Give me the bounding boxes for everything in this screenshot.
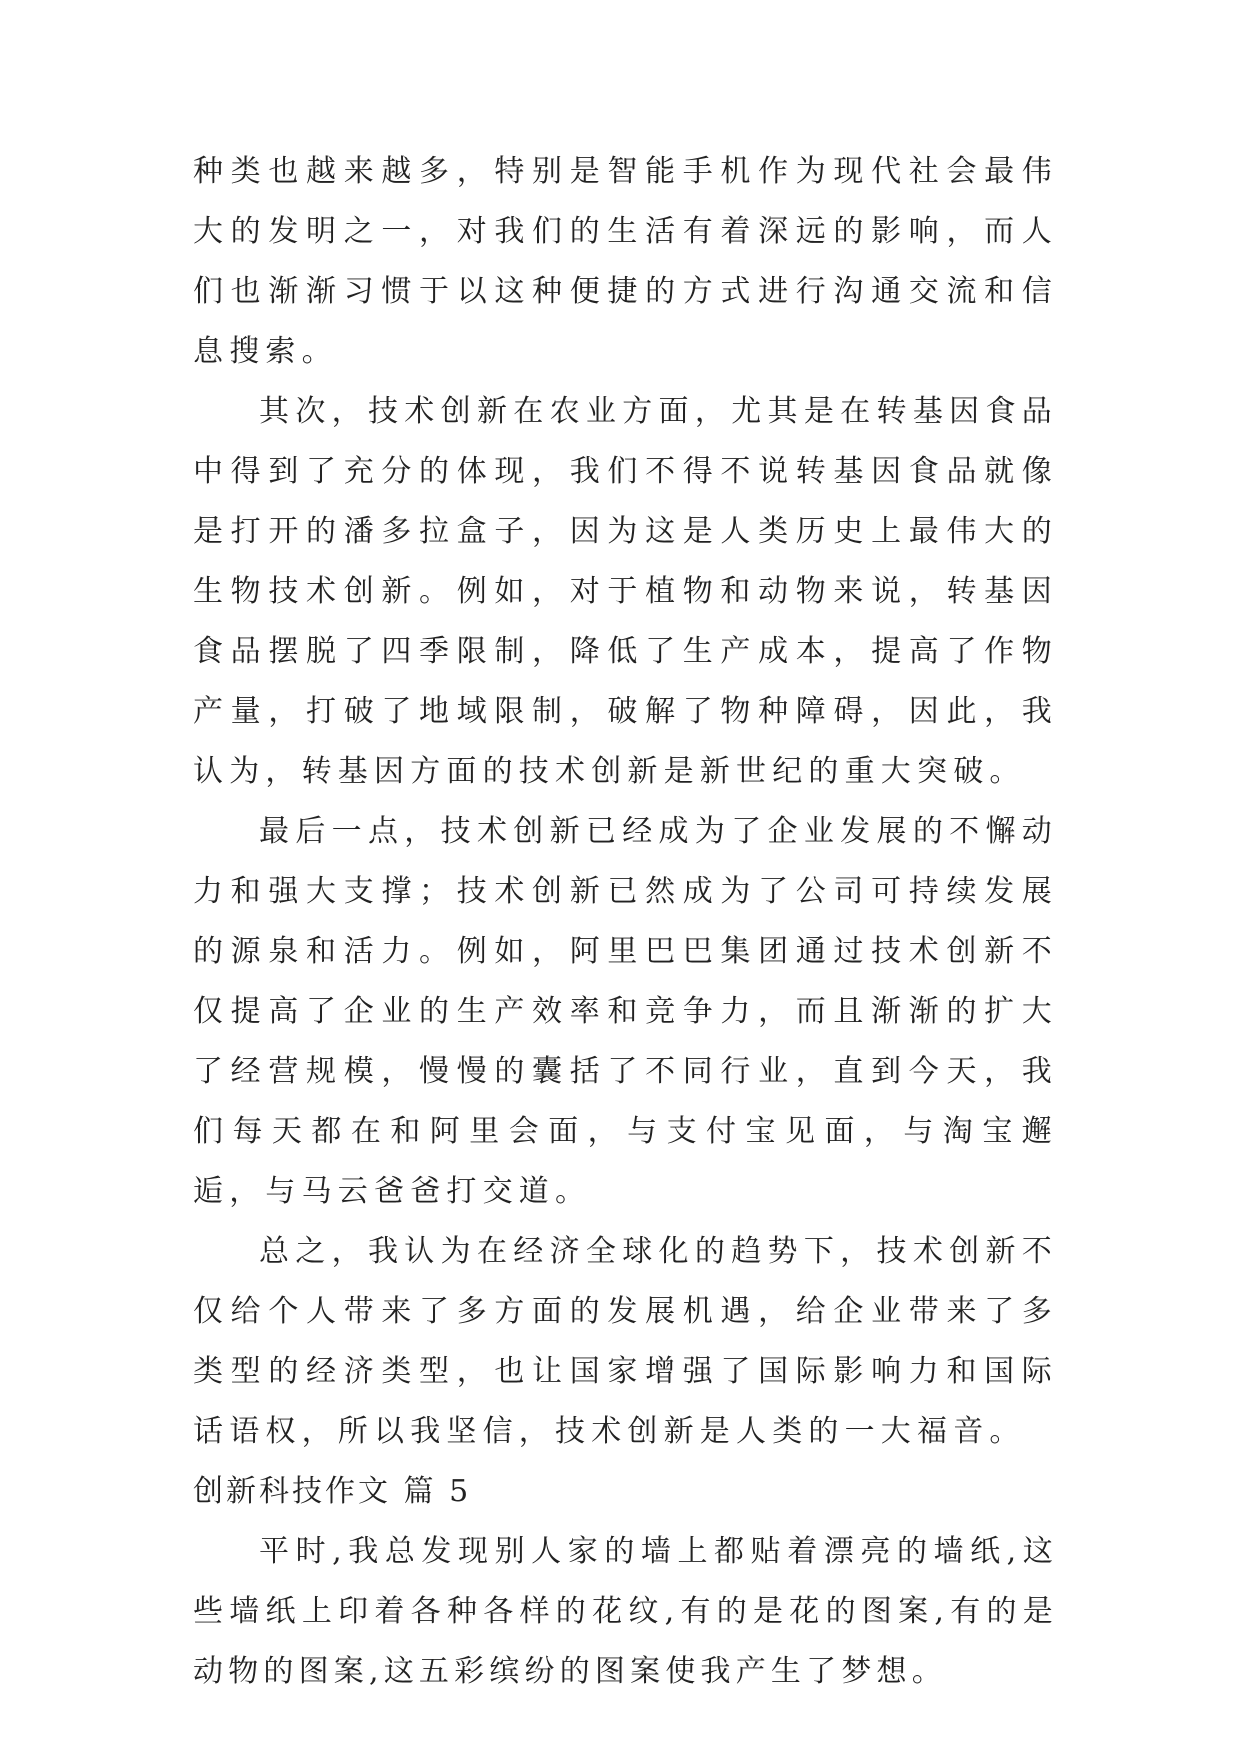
paragraph-agriculture: 其次，技术创新在农业方面，尤其是在转基因食品中得到了充分的体现，我们不得不说转基因食品就像是打开的潘多拉盒子，因为这是人类历史上最伟大的生物技术创新。例如，对于植物和动物来说，转基因食品摆脱了四季限制，降低了生产成本，提高了作物产量，打破了地域限制，破解了物种障碍，因此，我认为，转基因方面的技术创新是新世纪的重大突破。 bbox=[193, 394, 1058, 789]
section-paragraph: 平时,我总发现别人家的墙上都贴着漂亮的墙纸,这些墙纸上印着各种各样的花纹,有的是花的图案,有的是动物的图案,这五彩缤纷的图案使我产生了梦想。 bbox=[193, 1534, 1058, 1689]
section-heading: 创新科技作文 篇 5 bbox=[193, 1474, 472, 1509]
paragraph-enterprise: 最后一点，技术创新已经成为了企业发展的不懈动力和强大支撑；技术创新已然成为了公司可持续发展的源泉和活力。例如，阿里巴巴集团通过技术创新不仅提高了企业的生产效率和竞争力，而且渐渐的扩大了经营规模，慢慢的囊括了不同行业，直到今天，我们每天都在和阿里会面，与支付宝见面，与淘宝邂逅，与马云爸爸打交道。 bbox=[193, 814, 1058, 1209]
paragraph-continuation: 种类也越来越多，特别是智能手机作为现代社会最伟大的发明之一，对我们的生活有着深远的影响，而人们也渐渐习惯于以这种便捷的方式进行沟通交流和信息搜索。 bbox=[193, 154, 1058, 369]
document-body bbox=[193, 142, 1058, 1702]
paragraph-conclusion: 总之，我认为在经济全球化的趋势下，技术创新不仅给个人带来了多方面的发展机遇，给企业带来了多类型的经济类型，也让国家增强了国际影响力和国际话语权，所以我坚信，技术创新是人类的一大福音。 bbox=[193, 1234, 1058, 1449]
